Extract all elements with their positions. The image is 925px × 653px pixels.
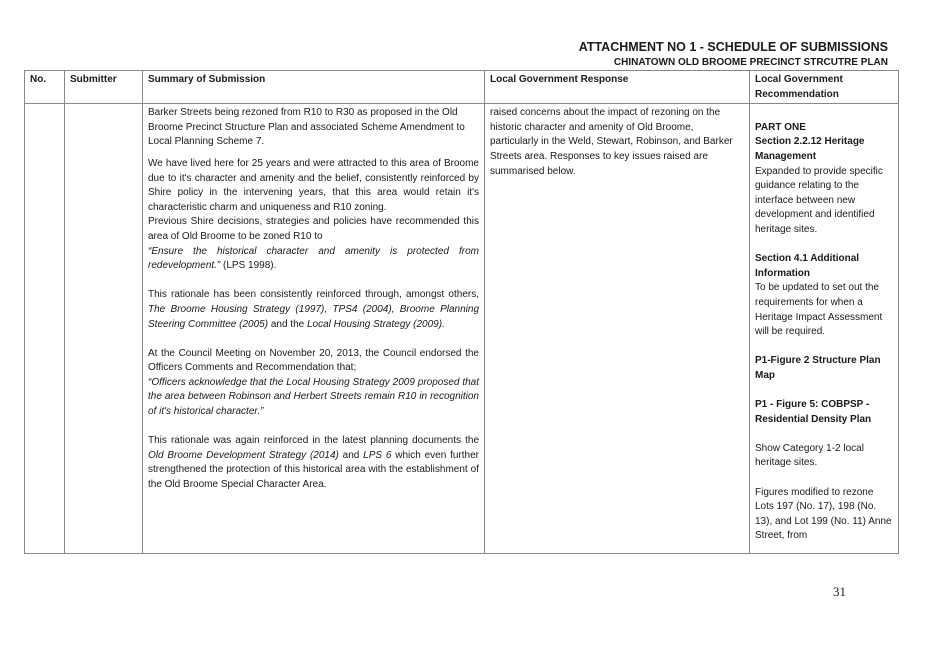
summary-reference: (LPS 1998).	[220, 260, 277, 272]
recommendation-part: PART ONE	[755, 121, 806, 133]
recommendation-text: To be updated to set out the requirements for when a Heritage Impact Assessment will be required.	[755, 282, 883, 338]
summary-text: and	[338, 449, 364, 461]
summary-quote: “Ensure the historical character and amenity is protected from redevelopment.”	[148, 245, 479, 272]
recommendation-text: Figures modified to rezone Lots 197 (No. 17), 198 (No. 13), and Lot 199 (No. 11) Anne Street, from	[755, 486, 892, 542]
document-subtitle: CHINATOWN OLD BROOME PRECINCT STRCUTRE PLAN	[613, 57, 888, 68]
column-header-no: No.	[25, 71, 65, 104]
summary-italic-text: Old Broome Development Strategy (2014)	[148, 449, 339, 461]
submissions-table	[24, 70, 899, 554]
summary-paragraph: Barker Streets being rezoned from R10 to R30 as proposed in the Old Broome Precinct Structure Plan and associated Scheme Amendment to Local Planning Scheme 7.	[148, 107, 465, 148]
table-row	[25, 104, 899, 554]
page-number: 31	[833, 584, 846, 599]
summary-quote: “Officers acknowledge that the Local Housing Strategy 2009 proposed that the area between Robinson and Herbert Streets remain R10 in recognition of it's historical character.”	[148, 376, 479, 418]
cell-submitter	[65, 104, 143, 554]
cell-response	[485, 104, 750, 554]
cell-no	[25, 104, 65, 554]
summary-text: This rationale was again reinforced in the latest planning documents the	[148, 435, 479, 447]
cell-recommendation	[750, 104, 899, 554]
recommendation-heading: Section 4.1 Additional Information	[755, 253, 860, 279]
summary-italic-text: LPS 6	[363, 449, 392, 461]
column-header-response: Local Government Response	[485, 71, 750, 104]
summary-paragraph: We have lived here for 25 years and were attracted to this area of Broome due to it's character and amenity and the belief, consistently reinforced by Shire policy in the intervening years, that this area would retain it's characteristic charm and uniqueness and R10 zoning.	[148, 157, 479, 213]
summary-italic-text: Local Housing Strategy (2009).	[306, 318, 445, 330]
column-header-summary: Summary of Submission	[143, 71, 485, 104]
summary-quote-paragraph	[148, 245, 479, 274]
recommendation-text: Expanded to provide specific guidance relating to the interface between new development and identified heritage sites.	[755, 165, 883, 235]
recommendation-text: Show Category 1-2 local heritage sites.	[755, 442, 864, 469]
table-header-row	[25, 71, 899, 104]
document-title: ATTACHMENT NO 1 - SCHEDULE OF SUBMISSIONS	[578, 40, 888, 54]
response-text: raised concerns about the impact of rezoning on the historic character and amenity of Old Broome, particularly in the Weld, Stewart, Robinson, and Barker Streets area. Responses to key issues raised are summarised below.	[490, 107, 733, 177]
recommendation-heading: P1 - Figure 5: COBPSP - Residential Density Plan	[755, 399, 872, 425]
cell-summary	[143, 104, 485, 554]
column-header-recommendation: Local Government Recommendation	[750, 71, 899, 104]
summary-text: This rationale has been consistently reinforced through, amongst others,	[148, 289, 479, 301]
summary-paragraph	[148, 434, 479, 492]
summary-paragraph: At the Council Meeting on November 20, 2013, the Council endorsed the Officers Comments and Recommendation that;	[148, 347, 479, 374]
summary-paragraph	[148, 288, 479, 332]
summary-text: and the	[268, 318, 307, 330]
recommendation-heading: Section 2.2.12 Heritage Management	[755, 136, 865, 162]
summary-paragraph: Previous Shire decisions, strategies and policies have recommended this area of Old Broome to be zoned R10 to	[148, 216, 479, 242]
summary-italic-text: The Broome Housing Strategy (1997), TPS4 (2004), Broome Planning Steering Committee (2005)	[148, 303, 479, 330]
column-header-submitter: Submitter	[65, 71, 143, 104]
summary-text: which even further strengthened the protection of this historical area with the establishment of the Old Broome Special Character Area.	[148, 449, 479, 491]
recommendation-heading: P1-Figure 2 Structure Plan Map	[755, 355, 881, 381]
